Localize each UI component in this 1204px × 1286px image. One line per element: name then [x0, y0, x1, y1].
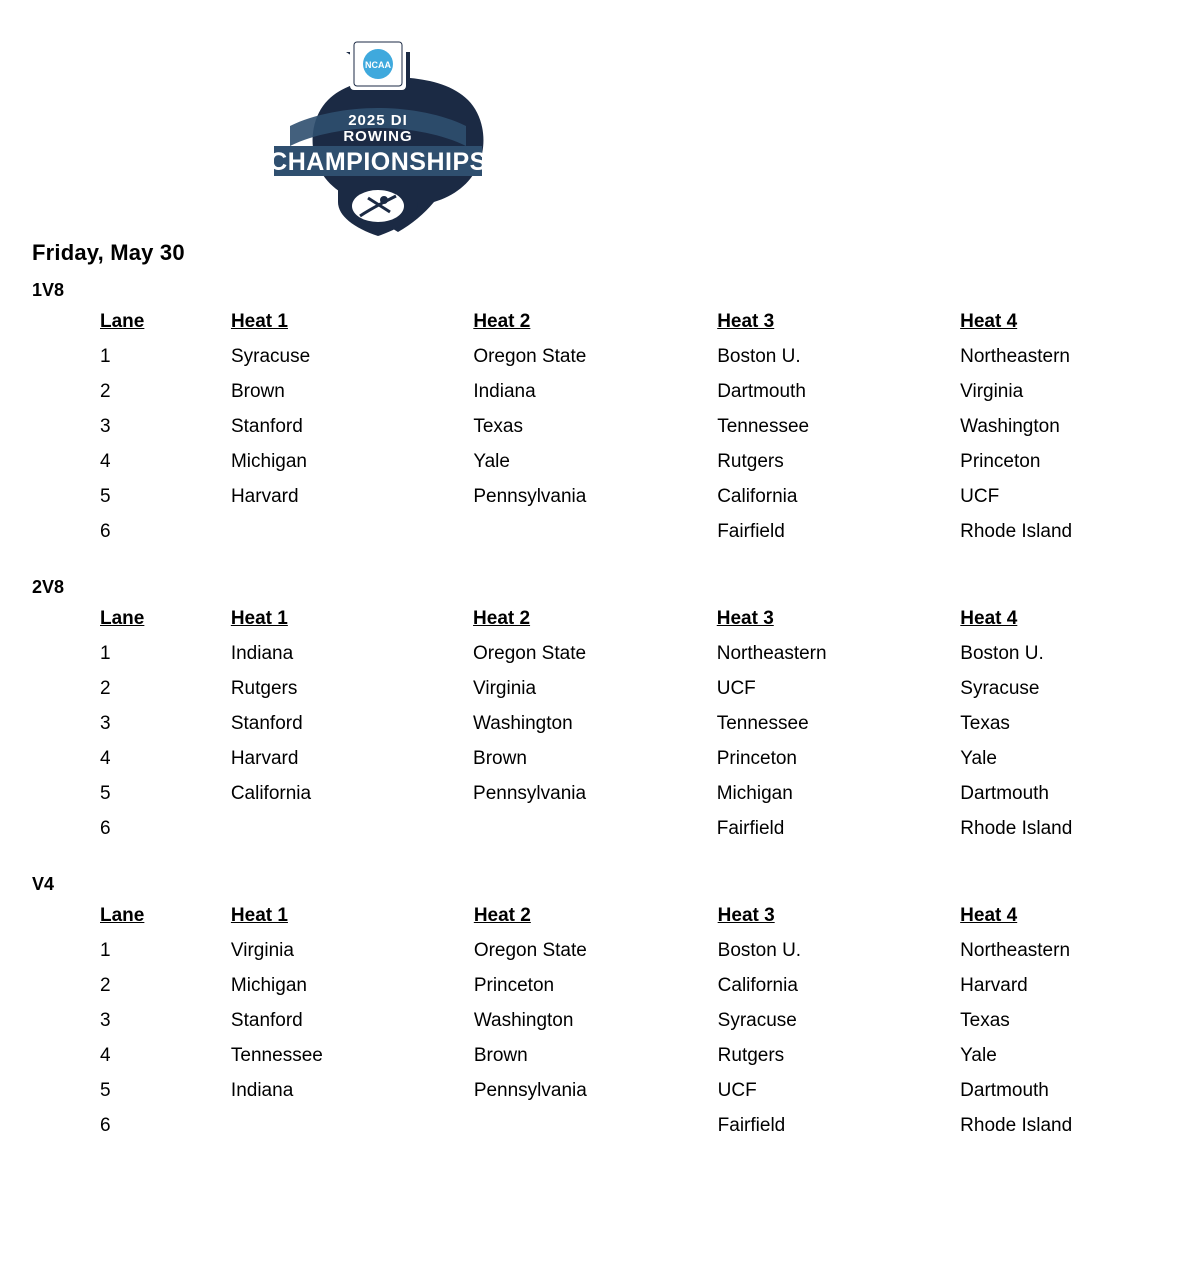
crew-name: Washington	[473, 712, 573, 734]
lane-number: 2	[100, 380, 111, 402]
crew-name: California	[230, 782, 312, 804]
lane-number: 5	[100, 1079, 111, 1101]
table-row	[100, 514, 1204, 549]
lane-number: 1	[100, 642, 111, 664]
crew-name: UCF	[960, 485, 1000, 507]
crew-name: UCF	[717, 1079, 757, 1101]
crew-name: Harvard	[230, 485, 299, 507]
crew-name: Fairfield	[717, 520, 785, 542]
table-row	[100, 479, 1204, 514]
table-header-row	[100, 305, 1204, 339]
crew-name	[473, 811, 717, 846]
crew-name: Rutgers	[717, 1044, 785, 1066]
crew-name: UCF	[716, 677, 756, 699]
championship-logo	[268, 30, 488, 245]
crew-name: Virginia	[230, 939, 294, 961]
crew-name: Yale	[960, 747, 997, 769]
crew-name: Princeton	[960, 450, 1041, 472]
crew-name: Stanford	[230, 415, 303, 437]
crew-name: Oregon State	[473, 642, 587, 664]
column-header-heat3: Heat 3	[717, 311, 775, 332]
crew-name: Texas	[960, 712, 1010, 734]
crew-name: Oregon State	[473, 939, 587, 961]
crew-name: Northeastern	[960, 345, 1070, 367]
event-block-1v8	[0, 280, 1204, 549]
crew-name: Fairfield	[716, 817, 785, 839]
lane-number: 4	[100, 1044, 111, 1066]
crew-name: Stanford	[230, 712, 303, 734]
column-header-heat2: Heat 2	[473, 905, 531, 926]
crew-name: Dartmouth	[960, 1079, 1049, 1101]
crew-name: Tennessee	[717, 415, 810, 437]
column-header-heat1: Heat 1	[230, 905, 288, 926]
crew-name	[231, 811, 473, 846]
date-heading: Friday, May 30	[32, 240, 185, 265]
crew-name: Northeastern	[960, 939, 1071, 961]
table-row	[100, 409, 1204, 444]
column-header-heat2: Heat 2	[473, 311, 531, 332]
crew-name: Harvard	[230, 747, 299, 769]
schedule-document	[0, 240, 1204, 1143]
lane-number: 3	[100, 415, 111, 437]
crew-name: Pennsylvania	[473, 782, 587, 804]
crew-name: Dartmouth	[960, 782, 1049, 804]
crew-name	[231, 514, 473, 549]
crew-name: Washington	[473, 1009, 574, 1031]
lane-number: 6	[100, 1114, 111, 1136]
column-header-heat1: Heat 1	[230, 608, 288, 629]
heat-table	[100, 602, 1204, 846]
heat-table	[100, 899, 1204, 1143]
crew-name: Fairfield	[717, 1114, 786, 1136]
crew-name: Virginia	[960, 380, 1024, 402]
table-row	[100, 811, 1204, 846]
crew-name: Oregon State	[473, 345, 587, 367]
table-header-row	[100, 602, 1204, 636]
column-header-heat1: Heat 1	[230, 311, 288, 332]
crew-name: Michigan	[230, 450, 307, 472]
crew-name: Texas	[473, 415, 523, 437]
crew-name: California	[717, 485, 798, 507]
crew-name: Texas	[960, 1009, 1010, 1031]
event-block-2v8	[0, 577, 1204, 846]
heat-table	[100, 305, 1204, 549]
svg-text:ROWING: ROWING	[343, 128, 413, 145]
svg-text:2025 DI: 2025 DI	[348, 112, 408, 129]
lane-number: 3	[100, 712, 111, 734]
crew-name	[231, 1108, 474, 1143]
crew-name: Princeton	[716, 747, 798, 769]
lane-number: 1	[100, 345, 111, 367]
crew-name: Boston U.	[717, 939, 802, 961]
column-header-heat2: Heat 2	[473, 608, 531, 629]
crew-name: Boston U.	[717, 345, 801, 367]
lane-number: 5	[100, 782, 111, 804]
table-row	[100, 671, 1204, 706]
crew-name	[474, 1108, 718, 1143]
crew-name: Yale	[473, 450, 510, 472]
lane-number: 1	[100, 939, 111, 961]
crew-name: Brown	[473, 747, 527, 769]
crew-name	[473, 514, 717, 549]
lane-number: 6	[100, 520, 111, 542]
column-header-heat3: Heat 3	[716, 608, 774, 629]
crew-name: Michigan	[716, 782, 793, 804]
table-row	[100, 968, 1204, 1003]
table-row	[100, 1108, 1204, 1143]
crew-name: Rhode Island	[960, 1114, 1073, 1136]
table-row	[100, 1073, 1204, 1108]
table-row	[100, 933, 1204, 968]
table-row	[100, 444, 1204, 479]
svg-text:NCAA: NCAA	[365, 60, 391, 70]
crew-name: Stanford	[230, 1009, 303, 1031]
crew-name: Pennsylvania	[473, 1079, 587, 1101]
table-row	[100, 1003, 1204, 1038]
crew-name: Brown	[473, 1044, 528, 1066]
lane-number: 2	[100, 974, 111, 996]
crew-name: Syracuse	[717, 1009, 797, 1031]
crew-name: Brown	[230, 380, 285, 402]
table-row	[100, 776, 1204, 811]
table-row	[100, 374, 1204, 409]
svg-text:CHAMPIONSHIPS: CHAMPIONSHIPS	[269, 148, 487, 176]
crew-name: Dartmouth	[717, 380, 806, 402]
lane-number: 4	[100, 747, 111, 769]
crew-name: Boston U.	[960, 642, 1044, 664]
event-title: 2V8	[32, 577, 65, 597]
crew-name: California	[717, 974, 798, 996]
column-header-heat3: Heat 3	[717, 905, 775, 926]
crew-name: Indiana	[230, 642, 294, 664]
table-row	[100, 636, 1204, 671]
crew-name: Syracuse	[960, 677, 1040, 699]
column-header-heat4: Heat 4	[960, 608, 1018, 629]
crew-name: Northeastern	[716, 642, 827, 664]
crew-name: Rhode Island	[960, 817, 1073, 839]
event-title: V4	[32, 874, 55, 894]
lane-number: 5	[100, 485, 111, 507]
lane-number: 3	[100, 1009, 111, 1031]
column-header-heat4: Heat 4	[960, 311, 1018, 332]
column-header-lane: Lane	[100, 311, 145, 332]
table-row	[100, 741, 1204, 776]
event-title: 1V8	[32, 280, 65, 300]
crew-name: Washington	[960, 415, 1060, 437]
lane-number: 6	[100, 817, 111, 839]
table-row	[100, 339, 1204, 374]
crew-name: Indiana	[473, 380, 536, 402]
crew-name: Tennessee	[716, 712, 809, 734]
crew-name: Rhode Island	[960, 520, 1073, 542]
crew-name: Syracuse	[230, 345, 311, 367]
table-header-row	[100, 899, 1204, 933]
championship-logo-graphic	[268, 30, 488, 245]
lane-number: 2	[100, 677, 111, 699]
table-row	[100, 1038, 1204, 1073]
crew-name: Indiana	[230, 1079, 294, 1101]
crew-name: Rutgers	[717, 450, 784, 472]
table-row	[100, 706, 1204, 741]
event-block-v4	[0, 874, 1204, 1143]
column-header-lane: Lane	[100, 608, 145, 629]
crew-name: Princeton	[473, 974, 555, 996]
crew-name: Michigan	[230, 974, 307, 996]
crew-name: Tennessee	[230, 1044, 323, 1066]
crew-name: Yale	[960, 1044, 997, 1066]
lane-number: 4	[100, 450, 111, 472]
crew-name: Harvard	[960, 974, 1028, 996]
crew-name: Pennsylvania	[473, 485, 587, 507]
crew-name: Virginia	[473, 677, 537, 699]
crew-name: Rutgers	[230, 677, 298, 699]
column-header-heat4: Heat 4	[960, 905, 1018, 926]
column-header-lane: Lane	[100, 905, 145, 926]
